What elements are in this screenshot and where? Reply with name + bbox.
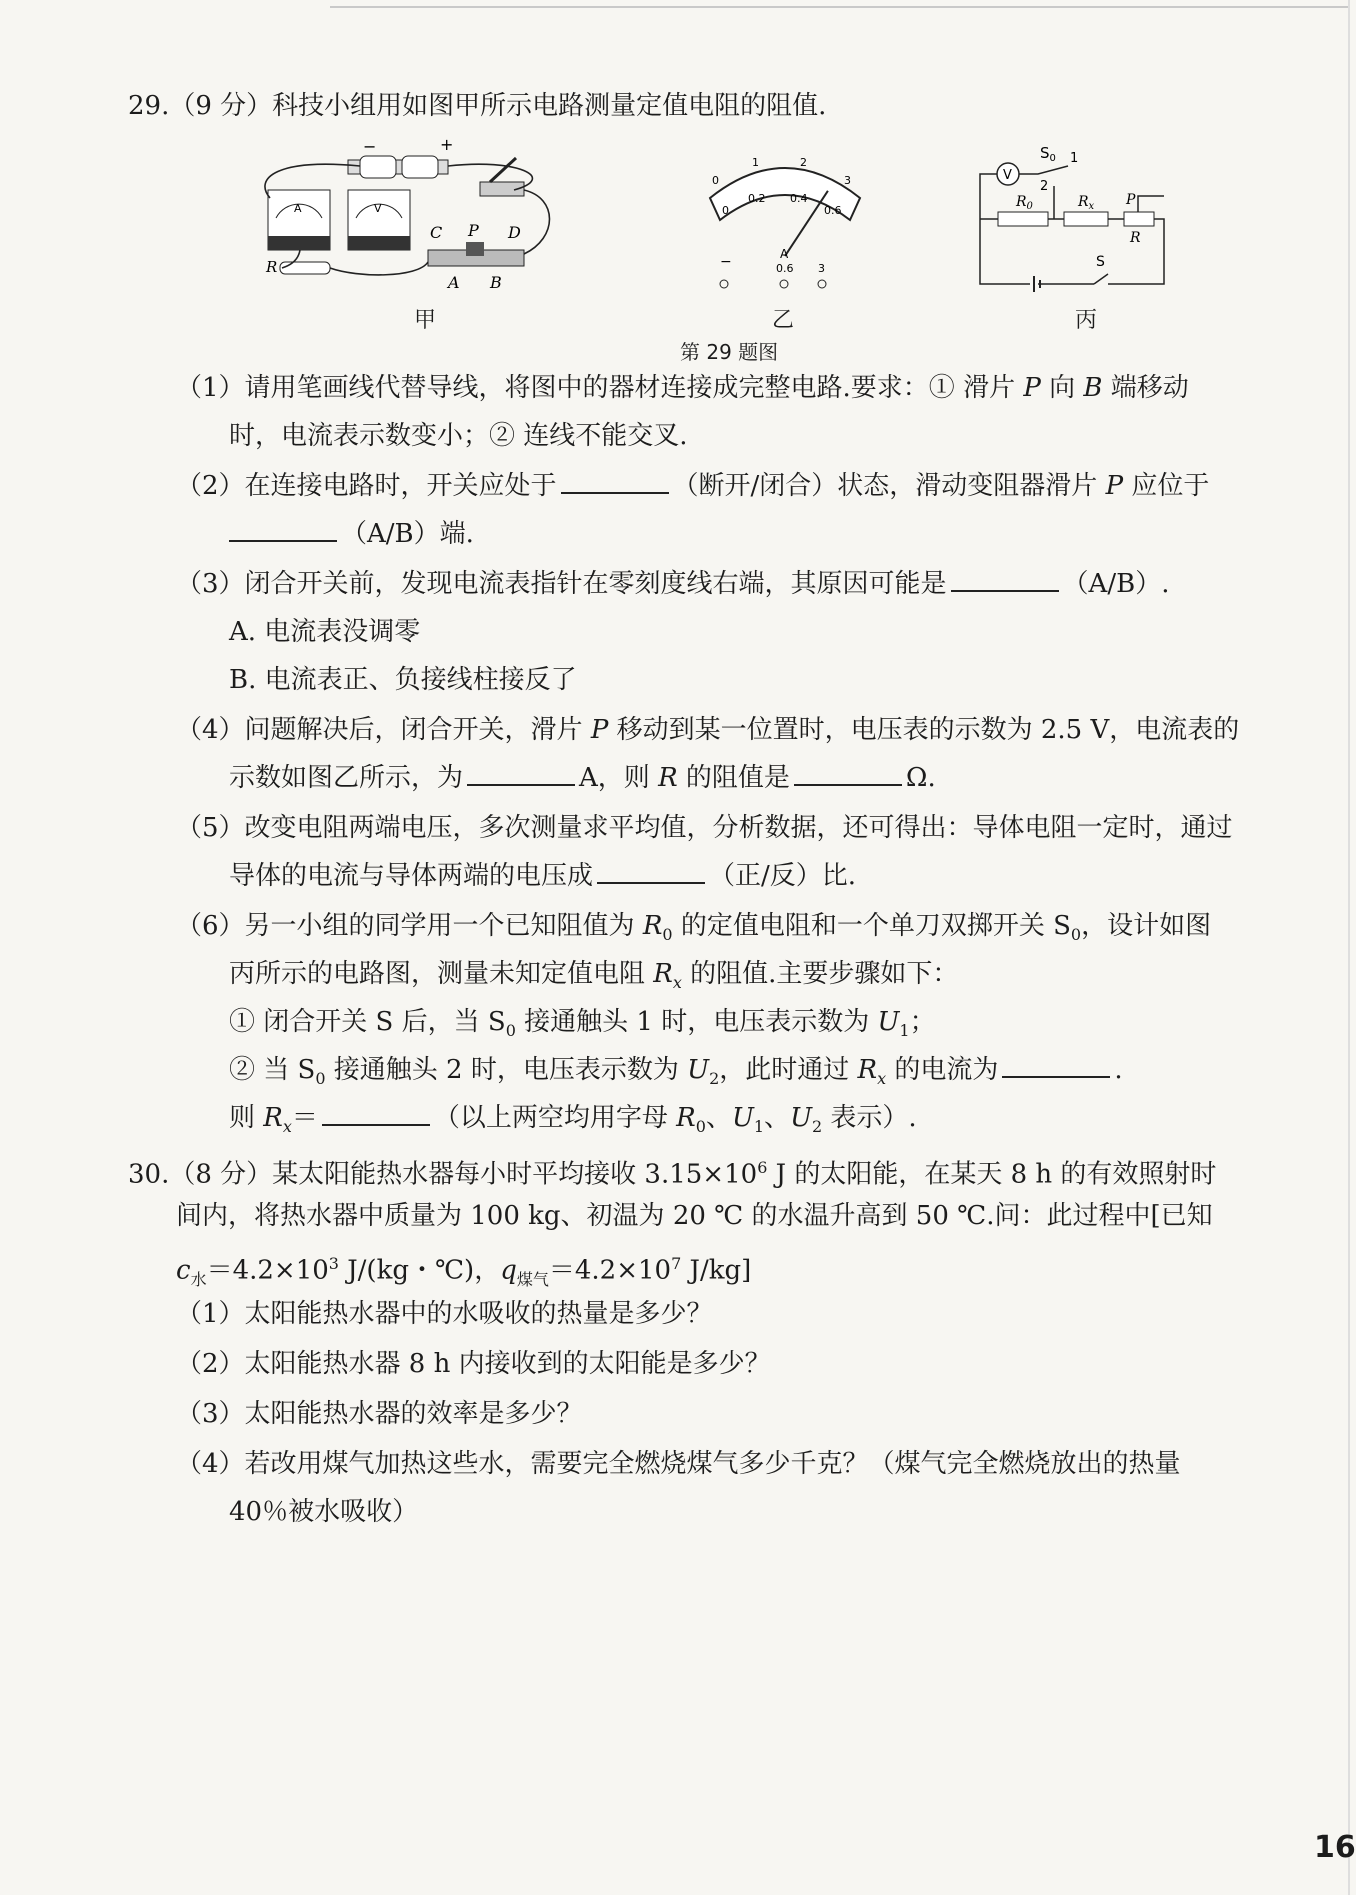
answer-blank-slider-end[interactable]: [229, 518, 337, 542]
resistor-R: [280, 262, 330, 274]
dial-bottom-tick-3: 0.6: [824, 204, 842, 217]
q30-line2: 间内，将热水器中质量为 100 kg、初温为 20 ℃ 的水温升高到 50 ℃.问：此过程中[已知: [176, 1201, 1213, 1231]
battery-plus-label: +: [440, 135, 454, 154]
resistor-R-label: R: [266, 258, 278, 276]
q29-part3-option-a: A. 电流表没调零: [229, 617, 421, 647]
dial-terminal-3: 3: [818, 262, 825, 275]
switch-S0-label: $S_0$: [1040, 144, 1056, 164]
switch-lever: [490, 158, 516, 182]
top-rule: [330, 6, 1350, 8]
Rx-resistor: [1064, 212, 1108, 226]
q29-part4-line1: （4）问题解决后，闭合开关，滑片 P 移动到某一位置时，电压表的示数为 2.5 V，电流表的: [176, 715, 1240, 745]
q30-line3: $c_水=4.2\times 10^3$ J/(kg・℃)，$q_{煤气}=4.2\times 10^7$ J/kg]: [176, 1254, 752, 1289]
switch-S: [1094, 274, 1108, 284]
rheostat-A-label: A: [448, 273, 460, 292]
dial-bottom-tick-0: 0: [722, 204, 729, 217]
dial-bottom-tick-2: 0.4: [790, 192, 808, 205]
rheostat-D-label: D: [508, 223, 521, 242]
answer-blank-proportion[interactable]: [597, 860, 705, 884]
dial-top-tick-0: 0: [712, 174, 719, 187]
q29-part2-line2: （A/B）端.: [229, 510, 474, 558]
ammeter-letter: A: [294, 202, 302, 215]
figure-caption: 第 29 题图: [680, 340, 779, 364]
figure-yi-label: 乙: [772, 308, 795, 333]
q29-part6-line2: 丙所示的电路图，测量未知定值电阻 $R_x$ 的阻值.主要步骤如下：: [229, 959, 959, 993]
answer-blank-resistance[interactable]: [794, 762, 902, 786]
Rx-label: $R_x$: [1078, 194, 1095, 212]
ammeter-base: [268, 236, 330, 250]
q29-part6-step2: ② 当 $S_0$ 接通触头 2 时，电压表示数为 $U_2$，此时通过 $R_x$ 的电流为 .: [229, 1055, 1123, 1089]
R0-label: $R_0$: [1016, 194, 1033, 212]
q29-part5-line1: （5）改变电阻两端电压，多次测量求平均值，分析数据，还可得出：导体电阻一定时，通过: [176, 813, 1233, 843]
dial-top-tick-1: 1: [752, 156, 759, 169]
answer-blank-switch-state[interactable]: [561, 470, 669, 494]
dial-bottom-tick-1: 0.2: [748, 192, 766, 205]
q29-part3: （3）闭合开关前，发现电流表指针在零刻度线右端，其原因可能是 （A/B）.: [176, 569, 1170, 599]
P-label: P: [1126, 192, 1136, 208]
answer-blank-rx-value[interactable]: [322, 1102, 430, 1126]
dial-top-tick-3: 3: [844, 174, 851, 187]
q30-part1: （1）太阳能热水器中的水吸收的热量是多少？: [176, 1299, 713, 1329]
q29-part1-line1: （1）请用笔画线代替导线，将图中的器材连接成完整电路.要求：① 滑片 P 向 B 端移动: [176, 373, 1189, 403]
q29-part1-line2: 时，电流表示数变小；② 连线不能交叉.: [229, 421, 688, 451]
battery-minus-label: −: [363, 137, 377, 156]
figure-bing-label: 丙: [1075, 308, 1098, 333]
battery-cell-2: [402, 156, 438, 178]
rheostat-P-label: P: [468, 221, 479, 240]
q30-part4-line1: （4）若改用煤气加热这些水，需要完全燃烧煤气多少千克？（煤气完全燃烧放出的热量: [176, 1449, 1181, 1479]
dial-terminal-06: 0.6: [776, 262, 794, 275]
q29-part3-option-b: B. 电流表正、负接线柱接反了: [229, 665, 577, 695]
contact-1-label: 1: [1070, 151, 1079, 166]
q29-part4-line2: 示数如图乙所示，为 A，则 R 的阻值是 Ω.: [229, 763, 936, 793]
battery-symbol: [1034, 276, 1040, 292]
dial-unit: A: [780, 247, 789, 261]
rheostat-B-label: B: [490, 273, 502, 292]
contact-2-label: 2: [1040, 179, 1049, 194]
q29-part2-line1: （2）在连接电路时，开关应处于 （断开/闭合）状态，滑动变阻器滑片 P 应位于: [176, 471, 1210, 501]
q29-part5-line2: 导体的电流与导体两端的电压成 （正/反）比.: [229, 861, 857, 891]
figure-bing-schematic: [978, 138, 1168, 298]
figure-jia-circuit: [258, 135, 588, 298]
voltmeter-V: V: [1003, 168, 1012, 183]
q30-part4-line2: 40％被水吸收）: [229, 1497, 419, 1527]
switch-S-label: S: [1096, 254, 1105, 270]
rheostat-resistor: [1124, 212, 1154, 226]
q30-part3: （3）太阳能热水器的效率是多少？: [176, 1399, 583, 1429]
figure-jia-label: 甲: [414, 308, 437, 333]
q29-part6-line1: （6）另一小组的同学用一个已知阻值为 $R_0$ 的定值电阻和一个单刀双掷开关 $S_0$，设计如图: [176, 911, 1212, 945]
q29-part6-step3: 则 $R_x=$ （以上两空均用字母 $R_0$、$U_1$、$U_2$ 表示）.: [229, 1103, 917, 1137]
answer-blank-reason[interactable]: [951, 568, 1059, 592]
q30-line1: 30.（8 分）某太阳能热水器每小时平均接收 $3.15\times 10^6$ J 的太阳能，在某天 8 h 的有效照射时: [128, 1158, 1217, 1190]
voltmeter-base: [348, 236, 410, 250]
R0-resistor: [998, 212, 1048, 226]
rheostat-C-label: C: [430, 223, 443, 242]
dial-minus-terminal: −: [720, 254, 732, 270]
battery-cell-1: [360, 156, 396, 178]
voltmeter-letter: V: [374, 202, 382, 215]
answer-blank-rx-current[interactable]: [1002, 1054, 1110, 1078]
R-label: R: [1130, 230, 1141, 246]
q30-part2: （2）太阳能热水器 8 h 内接收到的太阳能是多少？: [176, 1349, 771, 1379]
answer-blank-current[interactable]: [467, 762, 575, 786]
page-number: 16: [1314, 1830, 1356, 1865]
rheostat-slider: [466, 242, 484, 256]
figure-yi-ammeter-dial: [700, 138, 870, 298]
right-edge: [1348, 0, 1350, 1895]
dial-top-tick-2: 2: [800, 156, 807, 169]
q29-stem: 29.（9 分）科技小组用如图甲所示电路测量定值电阻的阻值.: [128, 91, 827, 121]
q29-part6-step1: ① 闭合开关 S 后，当 $S_0$ 接通触头 1 时，电压表示数为 $U_1$；: [229, 1007, 936, 1041]
